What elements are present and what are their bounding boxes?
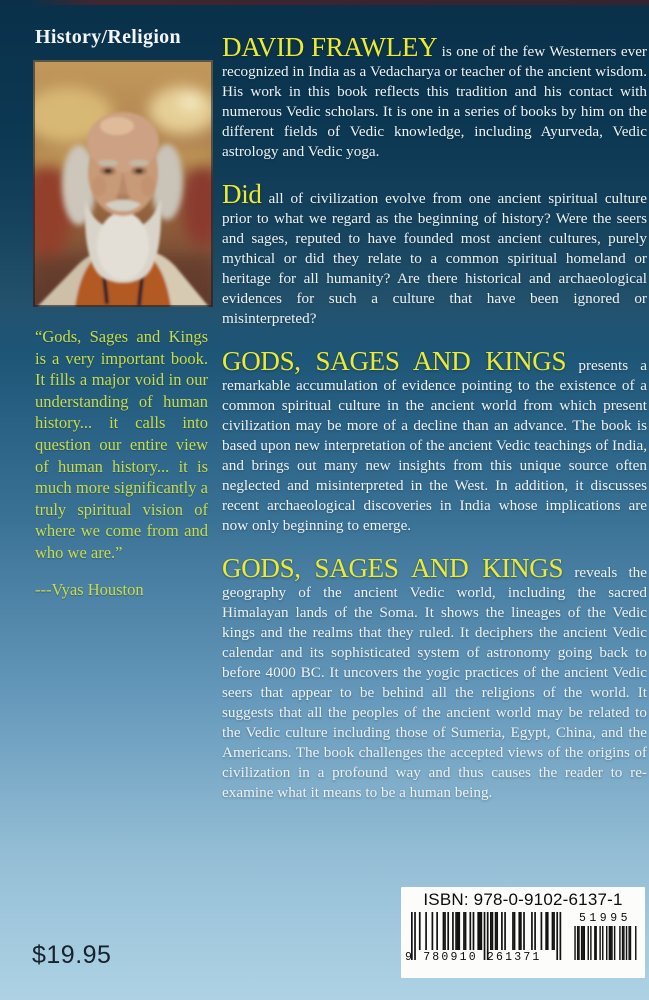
paragraph-body: presents a remarkable accumulation of evidence pointing to the existence of a common spiritual culture in the ancient world from which present civilization may be more of a decline than an advance. The book is based upon new interpretation of the ancient Vedic teachings of India, and brings out many new insights from this unique source often neglected and misinterpreted in the West. In addition, it discusses recent archaeological discoveries in India whose implications are now only beginning to emerge. [222,357,647,534]
book-title-lead: GODS, SAGES AND KINGS [222,346,567,376]
quote-attribution: ---Vyas Houston [35,579,144,599]
author-portrait-illustration [33,60,213,307]
book-title-lead: GODS, SAGES AND KINGS [222,553,564,583]
endorsement-quote [35,326,208,600]
hook-question-paragraph [222,179,647,329]
book-overview-paragraph [222,346,647,536]
about-author-paragraph [222,32,647,162]
paragraph-body: all of civilization evolve from one ancient spiritual culture prior to what we regard as the beginning of history? Were the seers and sages, reputed to have founded most ancient cultures, purely mythical or did they relate to a common spiritual homeland or heritage for all humanity? Are there historical and archaeological evidences for such a culture that have been ignored or misinterpreted? [222,190,647,327]
book-contents-paragraph [222,553,647,803]
paragraph-body: reveals the geography of the ancient Vedic world, including the sacred Himalayan lands of the Soma. It shows the lineages of the Vedic kings and the realms that they ruled. It deciphers the ancient Vedic calendar and its sophisticated system of astronomy going back to before 4000 BC. It uncovers the yogic practices of the ancient Vedic seers that appear to be behind all the religions of the world. It suggests that all the peoples of the ancient world may be related to the Vedic culture including those of Sumeria, Egypt, China, and the Americans. The book challenges the accepted views of the origins of civilization in a profound way and thus causes the reader to re-examine what it means to be a human being. [222,564,647,801]
price-addon-barcode [571,912,639,960]
did-lead: Did [222,179,262,209]
isbn-number: ISBN: 978-0-9102-6137-1 [423,890,623,909]
paragraph-body: is one of the few Westerners ever recognized in India as a Vedacharya or teacher of the ancient wisdom. His work in this book reflects this tradition and his contact with numerous Vedic scholars. It is one in a series of books by him on the different fields of Vedic knowledge, including Ayurveda, Vedic astrology and Vedic yoga. [222,43,647,160]
addon-barcode-bars [573,926,637,960]
author-photo [33,60,213,307]
quote-text: “Gods, Sages and Kings is a very important book. It fills a major void in our understanding of human history... it calls into question our entire view of human history... it is much more significantly a truly spiritual vision of where we come from and who we are.” [35,327,208,562]
price-code: 51995 [578,912,631,925]
author-name-lead: DAVID FRAWLEY [222,32,438,62]
description-column [222,32,647,825]
top-edge-strip [30,0,649,5]
price-label: $19.95 [32,941,112,969]
ean-barcode [405,912,563,964]
isbn-barcode-panel [401,887,645,978]
category-label: History/Religion [35,26,181,48]
ean-digits: 9 780910 261371 [405,951,542,964]
